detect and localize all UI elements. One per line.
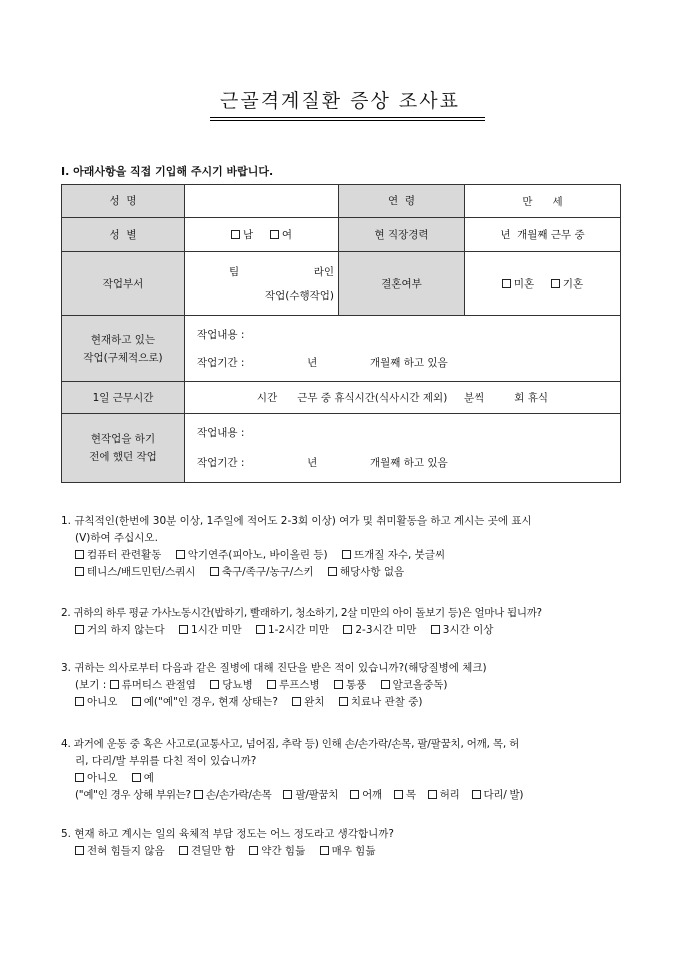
dept-field[interactable]	[185, 252, 339, 316]
title-underline	[210, 117, 485, 121]
marital-married-checkbox[interactable]	[551, 279, 560, 288]
marital-field	[465, 252, 621, 316]
q2-option-checkbox[interactable]	[431, 625, 440, 634]
q1-option-checkbox[interactable]	[176, 550, 185, 559]
q5-option-label: 견딜만 함	[191, 845, 235, 857]
page-title: 근골격계질환 증상 조사표	[220, 90, 460, 112]
current-work-field[interactable]	[185, 316, 621, 382]
question-1-text-line1: 1. 규칙적인(한번에 30분 이상, 1주일에 적어도 2-3회 이상) 여가 및 취미활동을 하고 계시는 곳에 표시	[61, 515, 532, 527]
career-label: 현 직장경력	[339, 218, 465, 252]
q5-option-checkbox[interactable]	[75, 846, 84, 855]
dept-task: 작업(수행작업)	[264, 289, 334, 302]
q3-answer-label: 예("예"인 경우, 현재 상태는?	[143, 696, 278, 708]
question-2	[61, 605, 626, 639]
gender-label: 성 별	[62, 218, 185, 252]
q1-option-checkbox[interactable]	[328, 567, 337, 576]
q1-option-checkbox[interactable]	[75, 567, 84, 576]
q1-option-label: 뜨개질 자수, 붓글씨	[353, 549, 446, 561]
gender-female-checkbox[interactable]	[270, 230, 279, 239]
q4-part-label: 팔/팔꿈치	[295, 789, 339, 801]
question-3	[61, 660, 626, 711]
q4-part-checkbox[interactable]	[394, 790, 403, 799]
q2-option-label: 1-2시간 미만	[267, 624, 330, 636]
q4-part-checkbox[interactable]	[283, 790, 292, 799]
q5-option-checkbox[interactable]	[249, 846, 258, 855]
q3-examples-prefix: (보기 :	[75, 679, 110, 691]
section-heading: Ⅰ. 아래사항을 직접 기입해 주시기 바랍니다.	[61, 165, 274, 178]
question-4-injury-parts	[61, 787, 626, 804]
current-work-content: 작업내용 :	[197, 328, 245, 341]
q5-option-checkbox[interactable]	[179, 846, 188, 855]
question-1-options-row1	[61, 547, 626, 564]
info-table	[61, 184, 621, 483]
prev-work-year: 년	[307, 457, 318, 469]
q4-option-checkbox[interactable]	[75, 773, 84, 782]
gender-male-label: 남	[242, 229, 254, 241]
marital-married-label: 기혼	[562, 278, 584, 290]
question-3-examples	[61, 677, 626, 694]
q3-disease-label: 당뇨병	[222, 679, 253, 691]
q3-answer-checkbox[interactable]	[292, 697, 301, 706]
prev-work-label	[62, 414, 185, 483]
age-label: 연 령	[339, 185, 465, 218]
q5-option-label: 매우 힘듦	[331, 845, 376, 857]
prev-work-label-line1: 현작업을 하기	[90, 433, 156, 445]
q1-option-label: 해당사항 없음	[339, 566, 405, 578]
q4-part-checkbox[interactable]	[194, 790, 203, 799]
current-work-period-line	[197, 355, 620, 371]
hours-label: 1일 근무시간	[62, 382, 185, 414]
question-2-options	[61, 622, 626, 639]
prev-work-field[interactable]	[185, 414, 621, 483]
current-work-month: 개월째 하고 있음	[369, 356, 448, 369]
dept-line: 라인	[313, 265, 334, 278]
q3-disease-label: 루프스병	[279, 679, 320, 691]
q1-option-label: 테니스/배드민턴/스쿼시	[87, 566, 196, 578]
prev-work-content: 작업내용 :	[197, 427, 245, 439]
current-work-label-line1: 현재하고 있는	[90, 333, 156, 346]
q3-answer-label: 완치	[304, 696, 325, 708]
question-4-options	[61, 770, 626, 787]
q4-option-label: 예	[143, 772, 154, 784]
q2-option-checkbox[interactable]	[256, 625, 265, 634]
q2-option-checkbox[interactable]	[343, 625, 352, 634]
prev-work-month: 개월째 하고 있음	[369, 457, 448, 469]
q3-answer-label: 치료나 관찰 중)	[350, 696, 423, 708]
q1-option-label: 축구/족구/농구/스키	[221, 566, 314, 578]
q4-part-label: 손/손가락/손목	[205, 789, 272, 801]
q3-answer-checkbox[interactable]	[339, 697, 348, 706]
question-1	[61, 513, 626, 581]
q2-option-checkbox[interactable]	[75, 625, 84, 634]
question-2-text: 2. 귀하의 하루 평균 가사노동시간(밥하기, 빨래하기, 청소하기, 2살 미만의 아이 돌보기 등)은 얼마나 됩니까?	[61, 607, 542, 619]
q2-option-label: 3시간 이상	[442, 624, 494, 636]
question-1-options-row2	[61, 564, 626, 581]
marital-label: 결혼여부	[339, 252, 465, 316]
q4-part-checkbox[interactable]	[472, 790, 481, 799]
gender-female-label: 여	[281, 229, 292, 241]
q4-part-checkbox[interactable]	[350, 790, 359, 799]
q3-disease-label: 통풍	[346, 679, 367, 691]
q3-answer-checkbox[interactable]	[75, 697, 84, 706]
q4-part-label: 어깨	[362, 789, 382, 801]
question-5	[61, 826, 626, 860]
q3-answer-checkbox[interactable]	[132, 697, 141, 706]
current-work-year: 년	[307, 356, 318, 369]
age-field[interactable]: 만 세	[465, 185, 621, 218]
question-4-text-line1: 4. 과거에 운동 중 혹은 사고로(교통사고, 넘어짐, 추락 등) 인해 손/손가락/손목, 팔/팔꿈치, 어깨, 목, 허	[61, 738, 520, 750]
dept-team: 팀	[229, 265, 240, 278]
question-5-text: 5. 현재 하고 계시는 일의 육체적 부담 정도는 어느 정도라고 생각합니까?	[61, 828, 394, 840]
question-3-text: 3. 귀하는 의사로부터 다음과 같은 질병에 대해 진단을 받은 적이 있습니까?(해당질병에 체크)	[61, 662, 487, 674]
q1-option-checkbox[interactable]	[210, 567, 219, 576]
prev-work-label-line2: 전에 했던 작업	[89, 451, 157, 463]
q1-option-label: 컴퓨터 관련활동	[87, 549, 162, 561]
current-work-label	[62, 316, 185, 382]
marital-single-label: 미혼	[513, 278, 535, 290]
q4-part-label: 다리/ 발)	[483, 789, 524, 801]
q4-part-label: 허리	[439, 789, 460, 801]
q3-disease-label: 알코올중독	[392, 679, 444, 691]
hours-field[interactable]: 시간 근무 중 휴식시간(식사시간 제외) 분씩 회 휴식	[185, 382, 621, 414]
q3-disease-checkbox[interactable]	[210, 680, 219, 689]
q2-option-label: 1시간 미만	[191, 624, 242, 636]
question-4	[61, 736, 626, 804]
q3-examples-suffix: )	[443, 679, 448, 691]
question-3-answer	[61, 694, 626, 711]
name-label: 성 명	[62, 185, 185, 218]
current-work-label-line2: 작업(구체적으로)	[83, 351, 163, 364]
q4-option-checkbox[interactable]	[132, 773, 141, 782]
gender-male-checkbox[interactable]	[231, 230, 240, 239]
q5-option-label: 약간 힘듦	[261, 845, 306, 857]
prev-work-period-line	[197, 455, 620, 471]
q3-disease-checkbox[interactable]	[110, 680, 119, 689]
gender-field	[185, 218, 339, 252]
q3-disease-label: 류머티스 관절염	[121, 679, 196, 691]
question-1-text-line2: (V)하여 주십시오.	[75, 532, 158, 544]
q4-part-label: 목	[405, 789, 416, 801]
prev-work-period: 작업기간 :	[197, 457, 245, 469]
career-field[interactable]: 년 개월째 근무 중	[465, 218, 621, 252]
q1-option-checkbox[interactable]	[342, 550, 351, 559]
q3-disease-checkbox[interactable]	[334, 680, 343, 689]
q4-part-checkbox[interactable]	[428, 790, 437, 799]
q3-disease-checkbox[interactable]	[267, 680, 276, 689]
q1-option-label: 악기연주(피아노, 바이올린 등)	[187, 549, 328, 561]
q5-option-label: 전혀 힘들지 않음	[87, 845, 165, 857]
q5-option-checkbox[interactable]	[320, 846, 329, 855]
current-work-period: 작업기간 :	[197, 356, 245, 369]
q3-answer-label: 아니오	[87, 696, 118, 708]
q4-option-label: 아니오	[87, 772, 118, 784]
q2-option-label: 거의 하지 않는다	[87, 624, 165, 636]
q2-option-checkbox[interactable]	[179, 625, 188, 634]
name-field[interactable]	[185, 185, 339, 218]
q2-option-label: 2-3시간 미만	[355, 624, 417, 636]
dept-label: 작업부서	[62, 252, 185, 316]
marital-single-checkbox[interactable]	[502, 279, 511, 288]
q3-disease-checkbox[interactable]	[381, 680, 390, 689]
q1-option-checkbox[interactable]	[75, 550, 84, 559]
q4-injury-prefix: ("예"인 경우 상해 부위는?	[75, 789, 191, 801]
question-5-options	[61, 843, 626, 860]
question-4-text-line2: 리, 다리/발 부위를 다친 적이 있습니까?	[75, 755, 257, 767]
